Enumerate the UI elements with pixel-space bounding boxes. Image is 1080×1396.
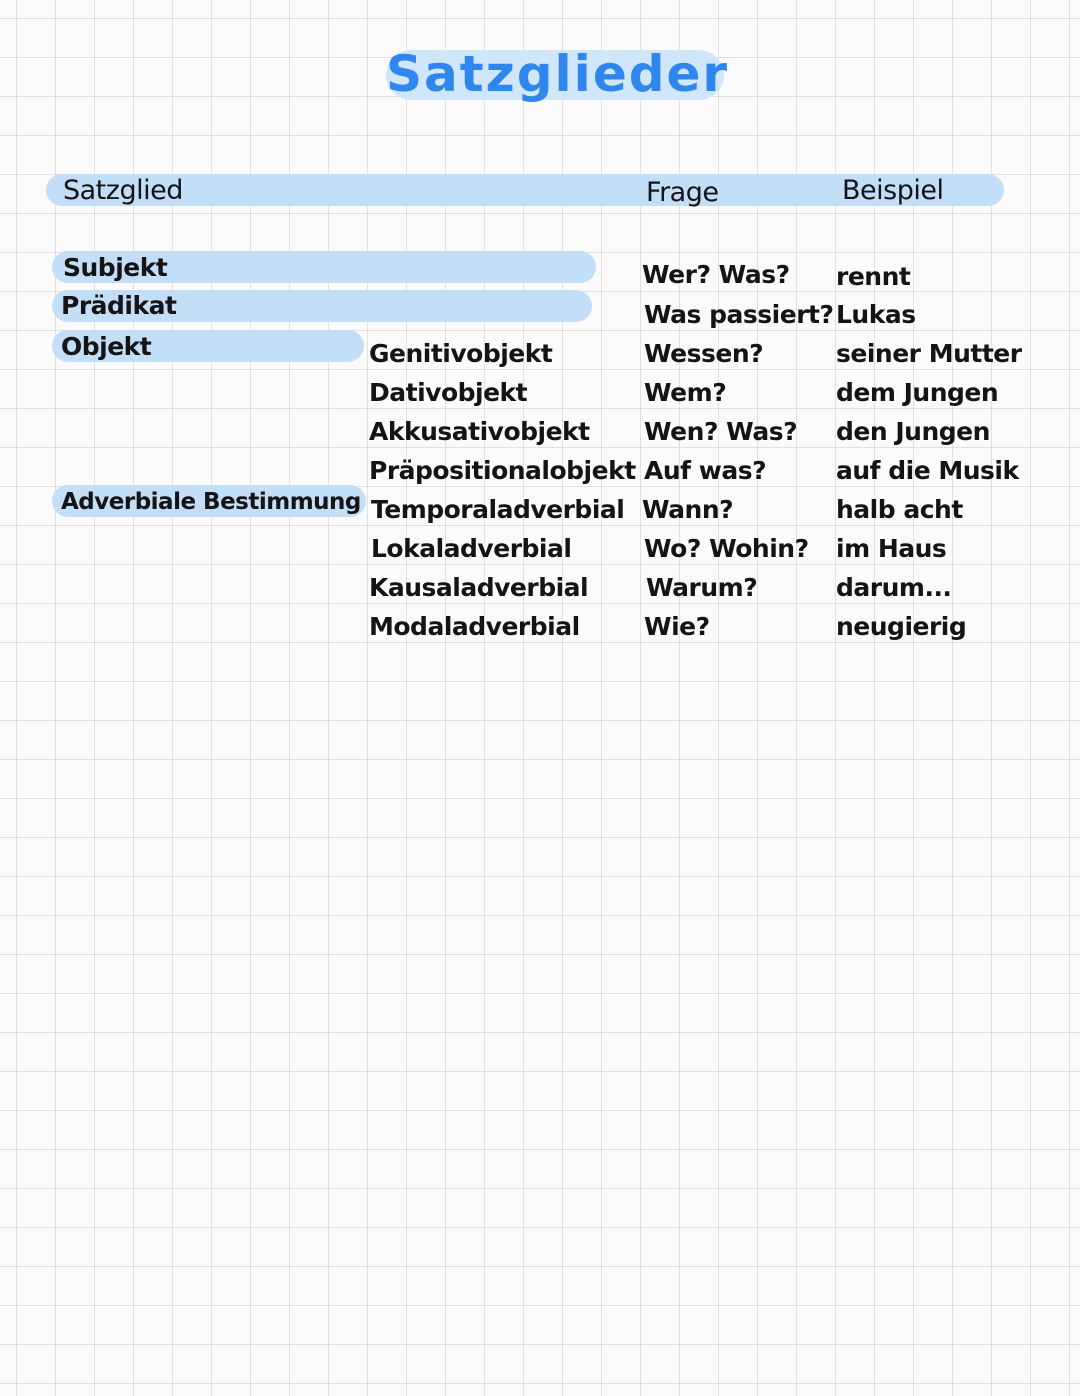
sub-akkusativobjekt: Akkusativobjekt [369, 417, 590, 446]
sub-praepositionalobjekt: Präpositionalobjekt [369, 456, 636, 485]
frage-cell: Wo? Wohin? [644, 534, 809, 563]
frage-cell: Wer? Was? [642, 260, 790, 289]
frage-cell: Wem? [644, 378, 727, 407]
beispiel-cell: halb acht [836, 495, 963, 524]
frage-cell: Wie? [644, 612, 710, 641]
frage-cell: Wen? Was? [644, 417, 798, 446]
group-praedikat: Prädikat [61, 291, 177, 320]
frage-cell: Warum? [646, 573, 758, 602]
beispiel-cell: auf die Musik [836, 456, 1019, 485]
sub-genitivobjekt: Genitivobjekt [369, 339, 553, 368]
beispiel-cell: neugierig [836, 612, 967, 641]
beispiel-cell: rennt [836, 262, 911, 291]
sub-temporaladverbial: Temporaladverbial [371, 495, 625, 524]
beispiel-cell: dem Jungen [836, 378, 999, 407]
sub-modaladverbial: Modaladverbial [369, 612, 580, 641]
frage-cell: Wessen? [644, 339, 764, 368]
beispiel-cell: im Haus [836, 534, 947, 563]
group-subjekt: Subjekt [63, 253, 168, 282]
beispiel-cell: Lukas [836, 300, 916, 329]
header-satzglied: Satzglied [63, 175, 183, 206]
beispiel-cell: darum... [836, 573, 952, 602]
beispiel-cell: seiner Mutter [836, 339, 1022, 368]
beispiel-cell: den Jungen [836, 417, 990, 446]
header-beispiel: Beispiel [842, 175, 944, 206]
frage-cell: Wann? [642, 495, 734, 524]
frage-cell: Was passiert? [644, 300, 834, 329]
sub-kausaladverbial: Kausaladverbial [369, 573, 589, 602]
sub-dativobjekt: Dativobjekt [369, 378, 528, 407]
group-adverbiale: Adverbiale Bestimmung [61, 489, 361, 515]
group-objekt: Objekt [61, 332, 152, 361]
frage-cell: Auf was? [644, 456, 767, 485]
header-frage: Frage [646, 177, 719, 208]
page-title: Satzglieder [386, 45, 730, 103]
sub-lokaladverbial: Lokaladverbial [371, 534, 572, 563]
